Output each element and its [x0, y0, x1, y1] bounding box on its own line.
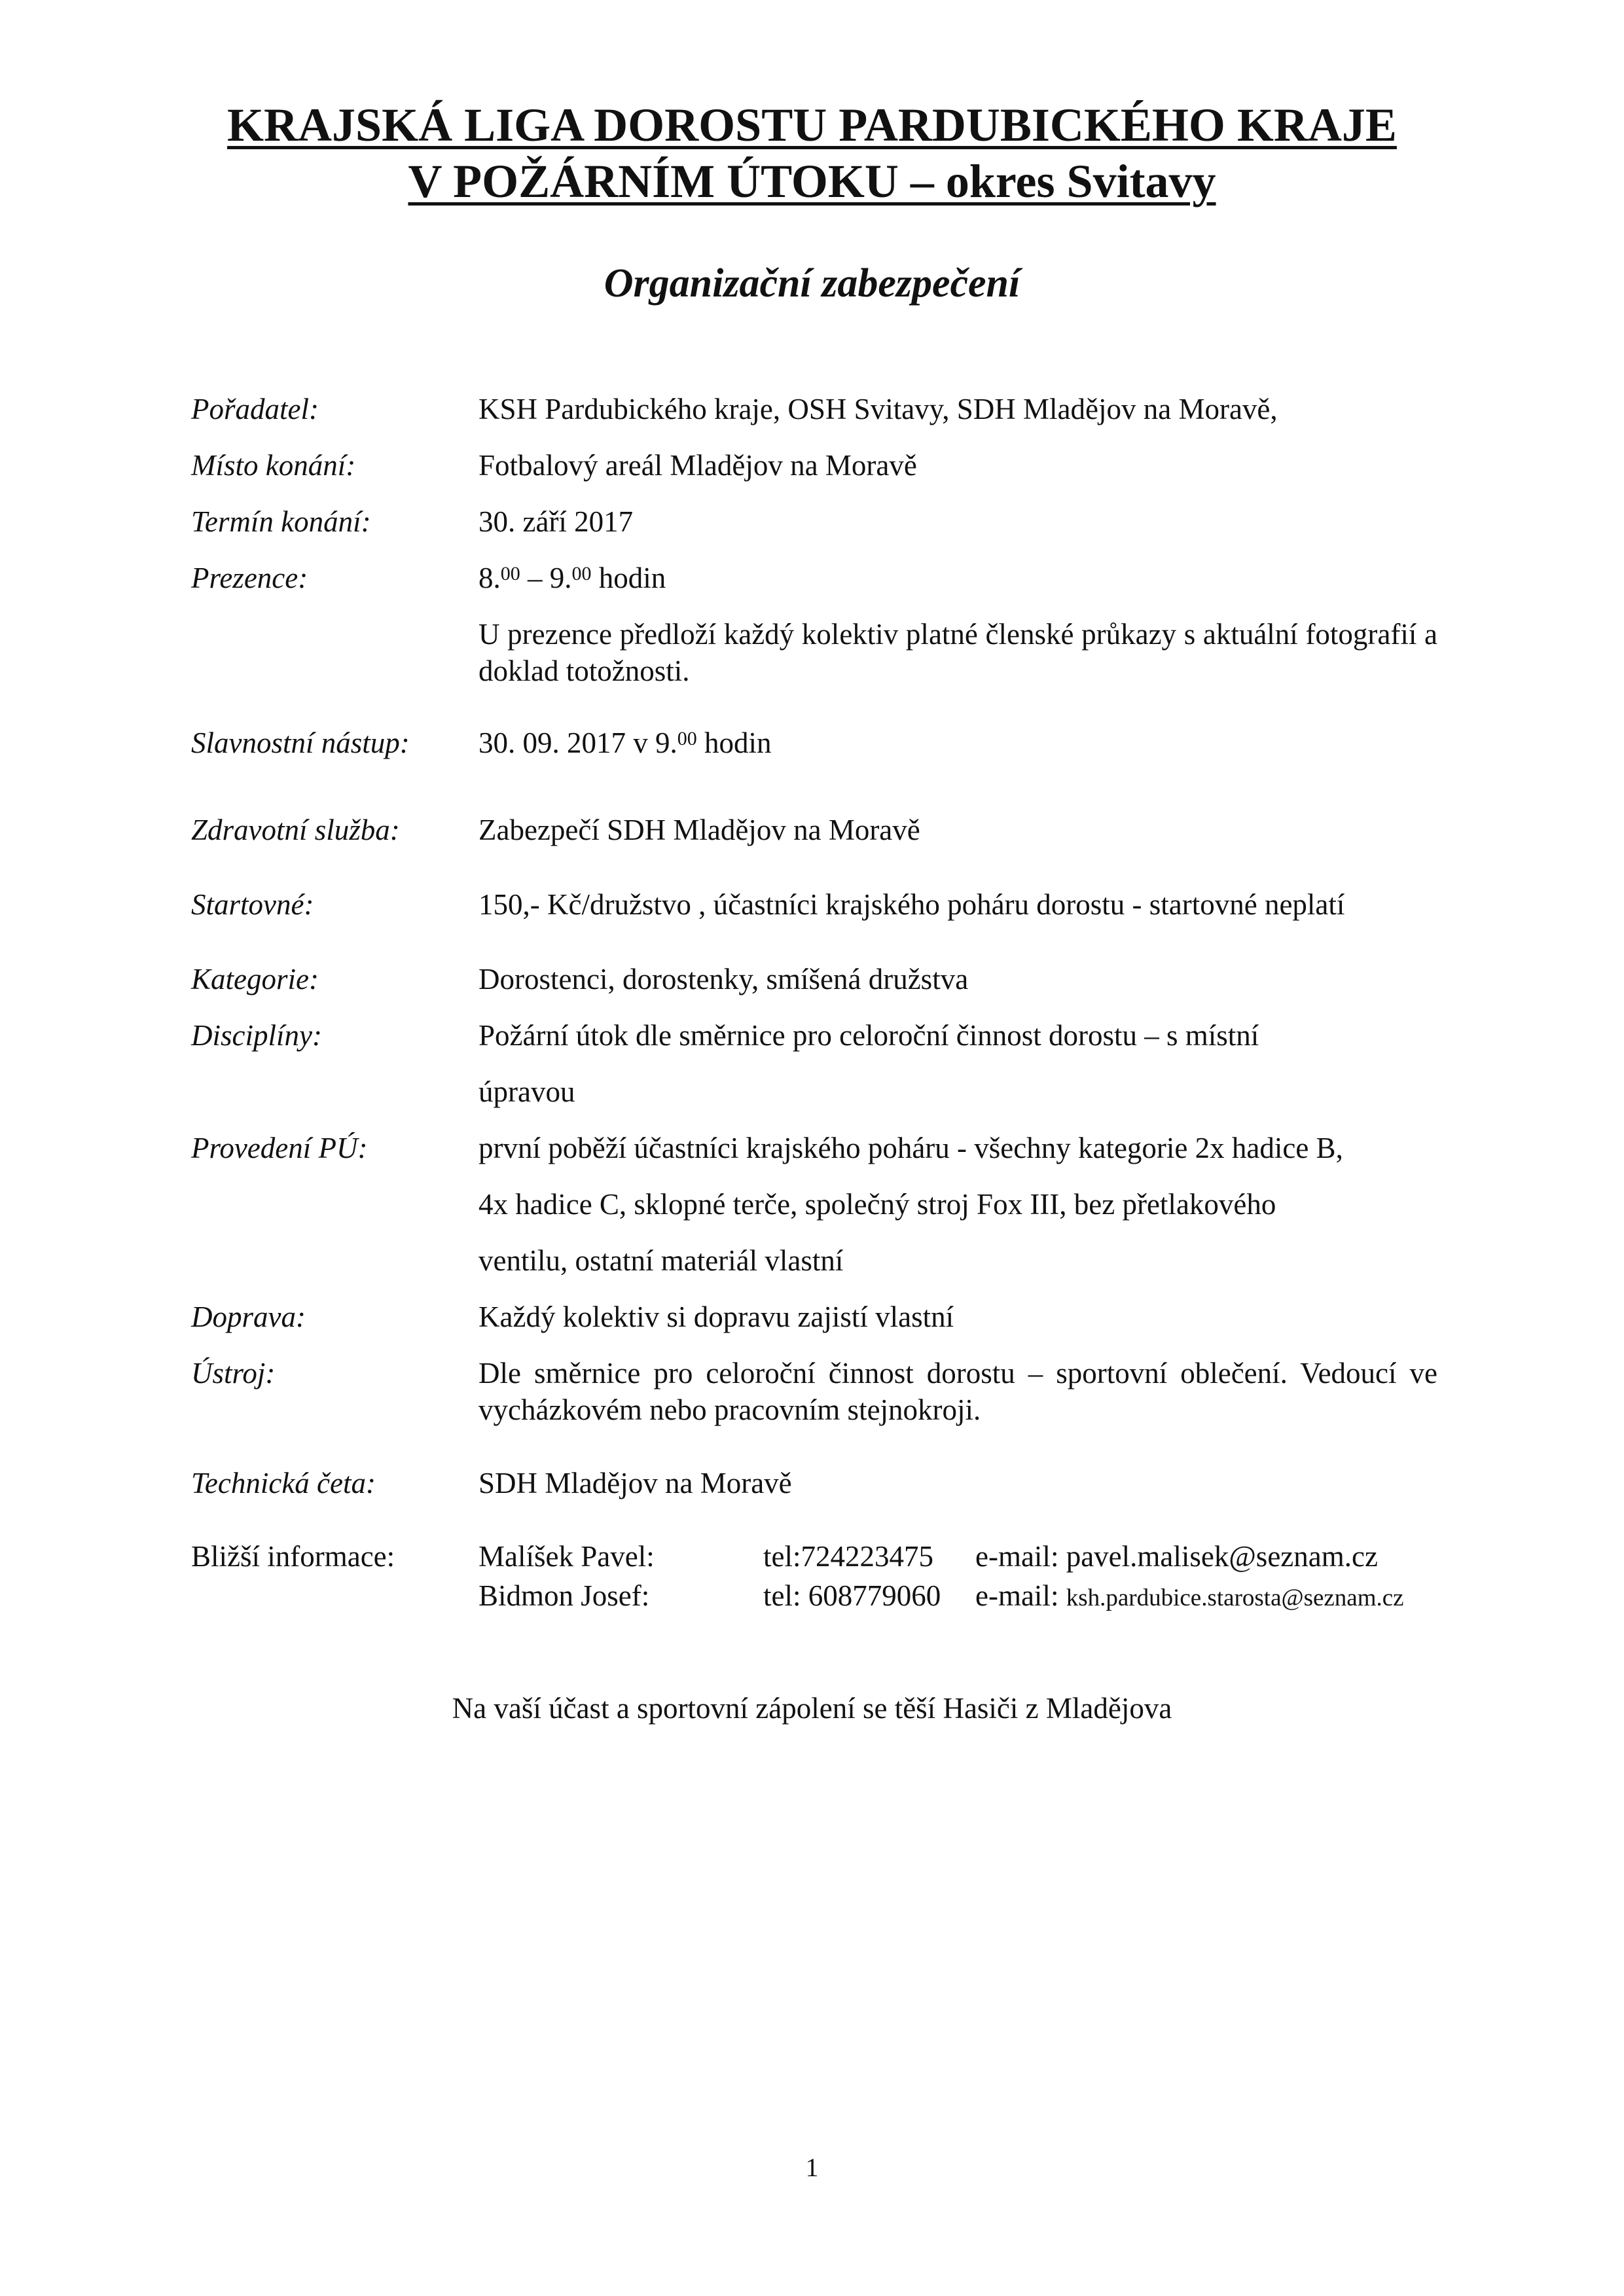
value-line: úpravou	[478, 1075, 575, 1108]
field-value: Zabezpečí SDH Mladějov na Moravě	[478, 814, 920, 846]
contact-name: Malíšek Pavel:	[478, 1540, 655, 1573]
time-start: 8.	[478, 562, 501, 594]
time-end: 9.	[549, 562, 572, 594]
field-label: Startovné:	[191, 888, 314, 921]
field-label: Termín konání:	[191, 505, 371, 538]
contact-name: Bidmon Josef:	[478, 1579, 650, 1612]
page-number: 1	[805, 2153, 819, 2182]
time-suffix: hodin	[591, 562, 666, 594]
field-label: Doprava:	[191, 1300, 306, 1333]
email-label: e-mail:	[975, 1579, 1066, 1612]
field-value: Každý kolektiv si dopravu zajistí vlastní	[478, 1300, 954, 1333]
field-value: 30. září 2017	[478, 505, 634, 538]
value-line: první poběží účastníci krajského poháru - všechny kategorie 2x hadice B,	[478, 1132, 1343, 1164]
contact-phone: tel:724223475	[763, 1540, 933, 1573]
time-start-minutes: 00	[500, 563, 520, 584]
email-address[interactable]: ksh.pardubice.starosta@seznam.cz	[1066, 1585, 1404, 1611]
field-label: Kategorie:	[191, 963, 319, 996]
field-label: Pořadatel:	[191, 393, 319, 425]
closing-line: Na vaší účast a sportovní zápolení se těší Hasiči z Mladějova	[452, 1692, 1172, 1725]
field-label: Bližší informace:	[191, 1540, 395, 1573]
field-value: 150,- Kč/družstvo , účastníci krajského poháru dorostu - startovné neplatí	[478, 888, 1345, 921]
field-label: Prezence:	[191, 562, 308, 594]
field-label: Technická četa:	[191, 1467, 376, 1499]
field-value	[478, 560, 1437, 596]
field-label: Místo konání:	[191, 449, 356, 482]
field-value: Dle směrnice pro celoroční činnost dorostu – sportovní oblečení. Vedoucí ve vycházkovém nebo pracovním stejnokroji.	[478, 1357, 1437, 1426]
field-value: Fotbalový areál Mladějov na Moravě	[478, 449, 917, 482]
field-label: Disciplíny:	[191, 1019, 322, 1052]
contact-email	[975, 1577, 1404, 1617]
field-value: KSH Pardubického kraje, OSH Svitavy, SDH Mladějov na Moravě,	[478, 393, 1278, 425]
email-address[interactable]: pavel.malisek@seznam.cz	[1066, 1540, 1378, 1573]
field-value: SDH Mladějov na Moravě	[478, 1467, 792, 1499]
value-line: ventilu, ostatní materiál vlastní	[478, 1244, 844, 1277]
contact-email	[975, 1538, 1378, 1575]
time-end-minutes: 00	[571, 563, 592, 584]
field-value: U prezence předloží každý kolektiv platné členské průkazy s aktuální fotografií a doklad totožnosti.	[478, 618, 1437, 687]
field-label: Zdravotní služba:	[191, 814, 400, 846]
field-value	[478, 1017, 1437, 1130]
nastup-suffix: hodin	[696, 726, 772, 759]
contact-phone: tel: 608779060	[763, 1579, 941, 1612]
value-line: Požární útok dle směrnice pro celoroční činnost dorostu – s místní	[478, 1019, 1259, 1052]
document-subtitle: Organizační zabezpečení	[604, 261, 1020, 306]
document-title-line-2: V POŽÁRNÍM ÚTOKU – okres Svitavy	[408, 155, 1216, 207]
time-separator: –	[520, 562, 550, 594]
value-line: 4x hadice C, sklopné terče, společný stroj Fox III, bez přetlakového	[478, 1188, 1276, 1221]
field-label: Slavnostní nástup:	[191, 726, 410, 759]
field-label: Provedení PÚ:	[191, 1132, 368, 1164]
field-value: Dorostenci, dorostenky, smíšená družstva	[478, 963, 969, 996]
nastup-date: 30. 09. 2017 v 9.	[478, 726, 677, 759]
email-label: e-mail:	[975, 1540, 1066, 1573]
field-value	[478, 1130, 1437, 1299]
nastup-minutes: 00	[677, 728, 697, 749]
field-label: Ústroj:	[191, 1357, 276, 1390]
document-title-line-1: KRAJSKÁ LIGA DOROSTU PARDUBICKÉHO KRAJE	[227, 99, 1397, 151]
field-value	[478, 725, 1437, 761]
